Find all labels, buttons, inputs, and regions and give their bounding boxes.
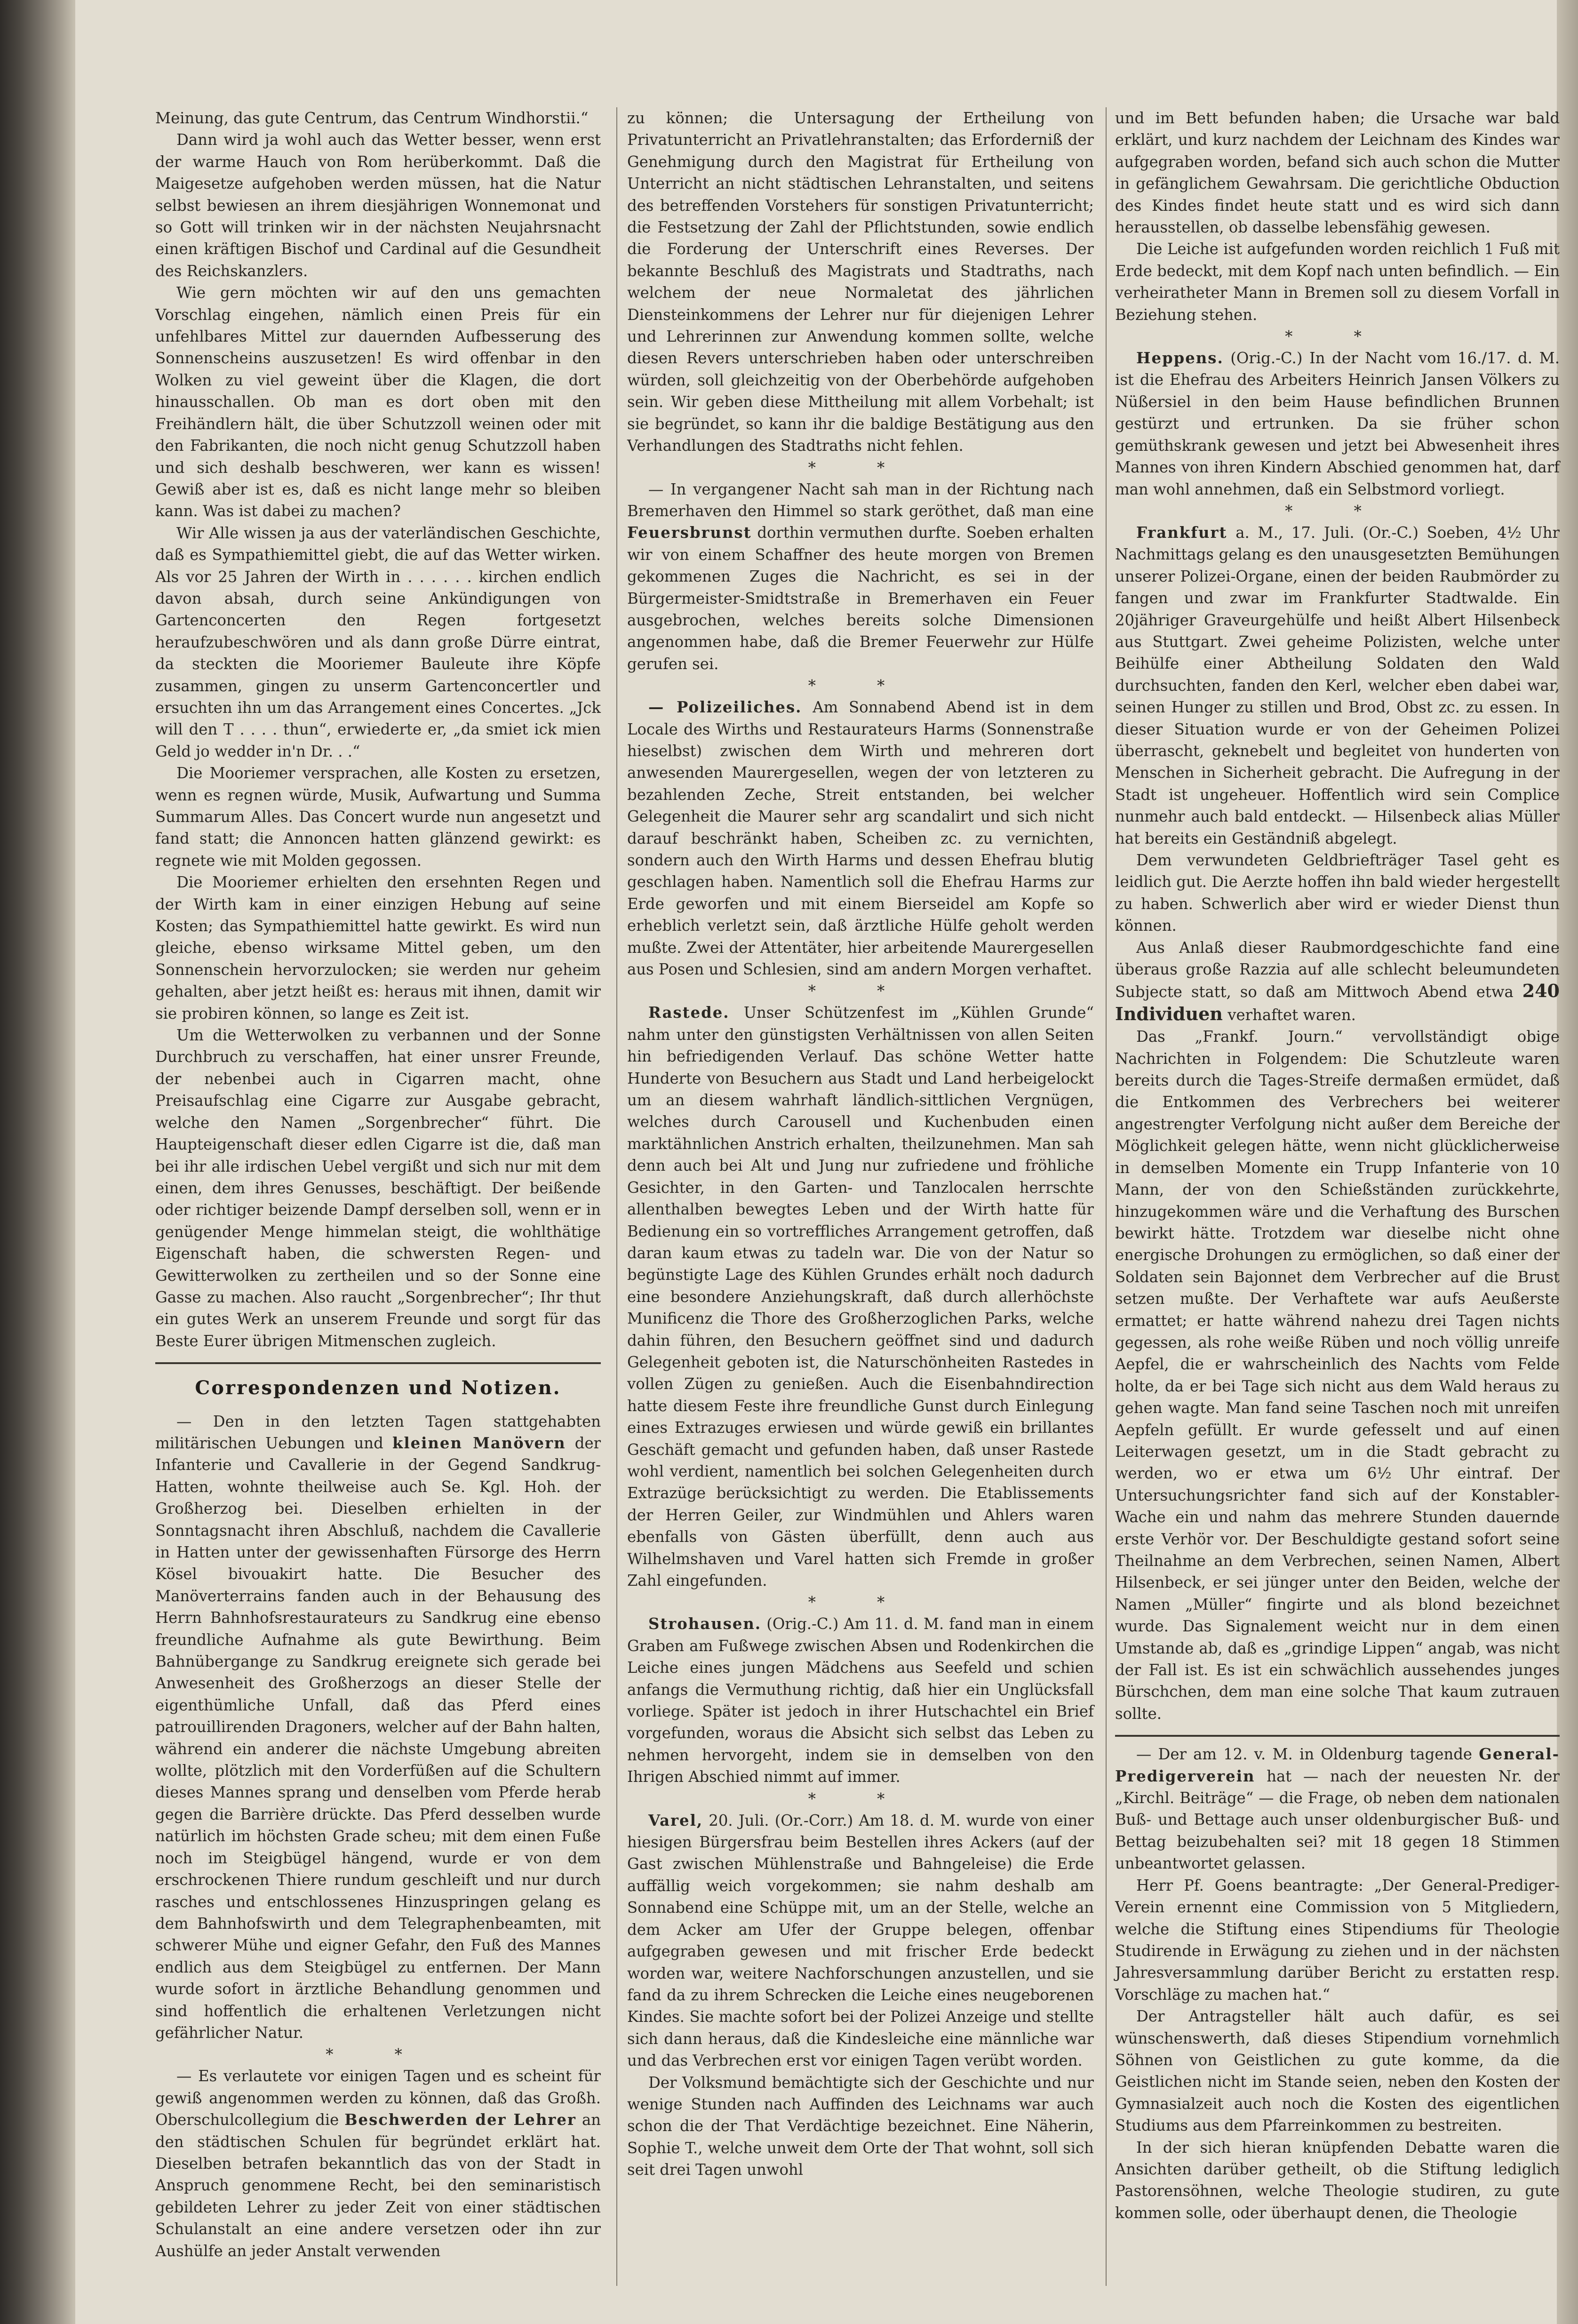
section-heading: Correspondenzen und Notizen. — [195, 1377, 561, 1399]
text: (Orig.-C.) Am 11. d. M. fand man in einem Graben am Fußwege zwischen Absen und Rodenkirchen die Leiche eines jungen Mädchens aus Seefeld und schien anfangs die Vermuthung richtig, daß hier ein Unglücksfall vorliege. Später ist jedoch in ihrer Hutschachtel ein Brief vorgefunden, woraus die Absicht sich selbst das Leben zu nehmen hervorgeht, indem sie in demselben von den Ihrigen Abschied nimmt auf immer. — [627, 1615, 1094, 1786]
article-separator: * * — [1285, 327, 1390, 346]
paragraph: Die Mooriemer versprachen, alle Kosten zu ersetzen, wenn es regnen würde, Musik, Aufwartung und Summa Summarum Alles. Das Concert wurde nun angesetzt und fand statt; die Annoncen hatten glänzend gewirkt: es regnete wie mit Molden gegossen. — [155, 764, 601, 870]
paragraph: zu können; die Untersagung der Ertheilung von Privatunterricht an Privatlehranstalten; das Erforderniß der Genehmigung durch den Magistrat für Ertheilung von Unterricht an nicht städtischen Lehranstalten, und seitens des betreffenden Vorstehers für sonstigen Privatunterricht; die Festsetzung der Zahl der Pflichtstunden, sowie endlich die Forderung der Unterschrift eines Reverses. Der bekannte Beschluß des Magistrats und Stadtraths, nach welchem der neue Normaletat des jährlichen Diensteinkommens der Lehrer nur für diejenigen Lehrer und Lehrerinnen zur Anwendung kommen sollte, welche diesen Revers unterschrieben haben oder unterschreiben würden, soll gleichzeitig von der Oberbehörde aufgehoben sein. Wir geben diese Mittheilung mit allem Vorbehalt; ist sie begründet, so kann ihr die baldige Bestätigung aus den Verhandlungen des Stadtraths nicht fehlen. — [627, 109, 1094, 455]
bold-keyword: 240 Individuen — [1115, 980, 1560, 1024]
text: dorthin vermuthen durfte. Soeben erhalten wir von einem Schaffner des heute morgen von Bremen gekommenen Zuges die Nachricht, es sei in der Bürgermeister-Smidtstraße in Bremerhaven ein Feuer ausgebrochen, welches bereits solche Dimensionen angenommen habe, daß die Bremer Feuerwehr zur Hülfe gerufen sei. — [627, 524, 1094, 673]
article-separator: * * — [808, 1789, 913, 1808]
article-paragraph — [1115, 522, 1560, 849]
article-paragraph — [155, 1411, 601, 2044]
text: Unser Schützenfest im „Kühlen Grunde“ nahm unter den günstigsten Verhältnissen von allen Seiten hin befriedigenden Verlauf. Das schöne Wetter hatte Hunderte von Besuchern aus Stadt und Land herbeigelockt um an diesem wahrhaft ländlich-sittlichen Vergnügen, welches durch Carousell und Kuchenbuden einen marktähnlichen Anstrich erhalten, theilzunehmen. Man sah denn auch bei Alt und Jung nur zufriedene und fröhliche Gesichter, in den Garten- und Tanzlocalen herrschte allenthalben bewegtes Leben und der Wirth hatte für Bedienung ein so vortreffliches Arrangement getroffen, daß daran kaum etwas zu tadeln war. Die von der Natur so begünstigte Lage des Kühlen Grundes erhält noch dadurch eine besondere Anziehungskraft, daß durch allerhöchste Munificenz die Thore des Großherzoglichen Parks, welche dahin führen, den Besuchern geöffnet sind und dadurch Gelegenheit geboten ist, die Naturschönheiten Rastedes in vollen Zügen zu genießen. Auch die Eisenbahndirection hatte diesem Feste ihre freundliche Gunst durch Einlegung eines Extrazuges erwiesen und würde gewiß ein brillantes Geschäft gemacht und gefunden haben, daß unser Rastede wohl verdient, namentlich bei solchen Gelegenheiten durch Extrazüge berücksichtigt zu werden. Die Etablissements der Herren Geiler, zur Windmühlen und Ahlers waren ebenfalls von Gästen überfüllt, denn auch aus Wilhelmshaven und Varel hatten sich Fremde in großer Zahl eingefunden. — [627, 1004, 1094, 1589]
paragraph: Wie gern möchten wir auf den uns gemachten Vorschlag eingehen, nämlich einen Preis für ein unfehlbares Mittel zur dauernden Aufbesserung des Sonnenscheins auszusetzen! Es wird offenbar in den Wolken zu viel geweint über die Klagen, die dort hinausschallen. Ob man es dort oben mit den Freihändlern hält, die über Schutzzoll weinen oder mit den Fabrikanten, die noch nicht genug Schutzzoll haben und sich deshalb beschweren, wer kann es wissen! Gewiß aber ist es, daß es nicht lange mehr so bleiben kann. Was ist dabei zu machen? — [155, 284, 601, 520]
text: an den städtischen Schulen für begründet erklärt hat. Dieselben betrafen bekanntlich das von der Stadt in Anspruch genommene Recht, bei den seminaristisch gebildeten Lehrer zu jeder Zeit von einer städtischen Schulanstalt an eine andere versetzen oder ihn zur Aushülfe an jeder Anstalt verwenden — [155, 2111, 601, 2260]
column-right — [1115, 107, 1560, 2224]
paragraph: Der Antragsteller hält auch dafür, es sei wünschenswerth, daß dieses Stipendium vornehmlich Söhnen von Geistlichen zu gute komme, da die Geistlichen nicht im Stande seien, neben den Kosten der Gymnasialzeit auch noch die Kosten des eigentlichen Studiums aus dem Pfarreinkommen zu bestreiten. — [1115, 2007, 1560, 2135]
article-paragraph — [1115, 347, 1560, 500]
text: — Der am 12. v. M. in Oldenburg tagende — [1136, 1745, 1473, 1764]
paragraph: Dann wird ja wohl auch das Wetter besser, wenn erst der warme Hauch von Rom herüberkommt. Daß die Maigesetze aufgehoben werden müssen, hat die Natur selbst bewiesen an ihrem diesjährigen Wonnemonat und so Gott will trinken wir in der nächsten Neujahrsnacht einen kräftigen Bischof und Cardinal auf die Gesundheit des Reichskanzlers. — [155, 131, 601, 280]
text: — Es verlautete vor einigen Tagen und es scheint für gewiß angenommen werden zu können, daß das Großh. Oberschulcollegium die — [155, 2067, 601, 2129]
article-paragraph — [627, 1613, 1094, 1788]
page-edge — [1557, 0, 1578, 2324]
book-binding-shadow — [0, 0, 82, 2324]
paragraph: und im Bett befunden haben; die Ursache war bald erklärt, und kurz nachdem der Leichnam des Kindes war aufgegraben worden, befand sich auch schon die Mutter in gefänglichem Gewahrsam. Die gerichtliche Obduction des Kindes findet heute statt und es wird sich dann herausstellen, ob dasselbe lebensfähig gewesen. — [1115, 109, 1560, 237]
text: 20. Juli. (Or.-Corr.) Am 18. d. M. wurde von einer hiesigen Bürgersfrau beim Bestellen ihres Ackers (auf der Gast zwischen Mühlenstraße und Bahngeleise) die Erde auffällig weich vorgekommen; sie nahm deshalb am Sonnabend eine Schüppe mit, um an der Stelle, welche an dem Acker am Ufer der Gruppe belegen, offenbar aufgegraben gewesen und mit frischer Erde bedeckt worden war, weitere Nachforschungen anzustellen, und sie fand da zu ihrem Schrecken die Leiche eines neugeborenen Kindes. Sie machte sofort bei der Polizei Anzeige und stellte sich dann heraus, daß die Kindesleiche eine männliche war und das Verbrechen erst vor einigen Tagen verübt worden. — [627, 1811, 1094, 2070]
text: hat — nach der neuesten Nr. der „Kirchl. Beiträge“ — die Frage, ob neben dem nationalen Buß- und Bettage auch unser oldenburgischer Buß- und Bettag beizubehalten sei? mit 18 gegen 18 Stimmen unbeantwortet gelassen. — [1115, 1767, 1560, 1873]
place-heading: Frankfurt — [1136, 523, 1227, 542]
column-left — [155, 107, 601, 2262]
column-divider — [1106, 107, 1107, 2286]
text: a. M., 17. Juli. (Or.-C.) Soeben, 4½ Uhr Nachmittags gelang es den unausgesetzten Bemühungen unserer Polizei-Organe, einen der beiden Raubmörder zu fangen und zwar im Frankfurter Stadtwalde. Ein 20jähriger Graveurgehülfe und heißt Albert Hilsenbeck aus Stuttgart. Zwei geheime Polizisten, welche unter Beihülfe einer Abtheilung Soldaten den Wald durchsuchten, fanden den Kerl, welcher eben dabei war, seinen Hunger zu stillen und Brod, Obst zc. zu essen. In dieser Situation wurde er von der Geheimen Polizei überrascht, geknebelt und begleitet von hunderten von Menschen in Sicherheit gebracht. Die Aufregung in der Stadt ist ungeheuer. Hoffentlich wird sein Complice nunmehr auch bald entdeckt. — Hilsenbeck alias Müller hat bereits ein Geständniß abgelegt. — [1115, 523, 1560, 847]
paragraph: Dem verwundeten Geldbriefträger Tasel geht es leidlich gut. Die Aerzte hoffen ihn bald wieder hergestellt zu haben. Schwerlich aber wird er wieder Dienst thun können. — [1115, 851, 1560, 935]
place-heading: Rastede. — [648, 1004, 730, 1022]
article-paragraph — [627, 1002, 1094, 1591]
bold-keyword: General-Predigerverein — [1115, 1745, 1560, 1785]
bold-keyword: — Polizeiliches. — [648, 698, 802, 717]
article-paragraph — [155, 2065, 601, 2262]
text: — Den in den letzten Tagen stattgehabten militärischen Uebungen und — [155, 1412, 601, 1452]
paragraph: Die Mooriemer erhielten den ersehnten Regen und der Wirth kam in einer einzigen Hebung auf seine Kosten; das Sympathiemittel hatte gewirkt. Es wird nun gleiche, ebenso wirksame Mittel geben, um den Sonnenschein hervorzulocken; sie werden nur geheim gehalten, aber jetzt heißt es: heraus mit ihnen, damit wir sie probiren können, so lange es Zeit ist. — [155, 873, 601, 1022]
bold-keyword: Feuersbrunst — [627, 524, 752, 542]
article-separator: * * — [326, 2045, 430, 2064]
text: Aus Anlaß dieser Raubmordgeschichte fand eine überaus große Razzia auf alle schlecht beleumundeten Subjecte statt, so daß am Mittwoch Abend etwa — [1115, 938, 1560, 1001]
paragraph: Wir Alle wissen ja aus der vaterländischen Geschichte, daß es Sympathiemittel giebt, die auf das Wetter wirken. Als vor 25 Jahren der Wirth in . . . . . . kirchen endlich davon absah, durch seine Ankündigungen von Gartenconcerten den Regen fortgesetzt heraufzubeschwören und als dann große Dürre eintrat, da steckten die Mooriemer Bauleute ihre Köpfe zusammen, gingen zu unserm Gartenconcertler und ersuchten ihn um das Arrangement eines Concertes. „Jck will den T . . . . thun“, erwiederte er, „da smiet ick mien Geld jo wedder in'n Dr. . .“ — [155, 524, 601, 760]
bold-keyword: Beschwerden der Lehrer — [344, 2111, 576, 2129]
article-separator: * * — [808, 982, 913, 1000]
column-divider — [616, 107, 617, 2286]
paragraph: In der sich hieran knüpfenden Debatte waren die Ansichten darüber getheilt, ob die Stiftung lediglich Pastorensöhnen, welche Theologie studiren, zu gute kommen solle, oder überhaupt denen, die Theologie — [1115, 2138, 1560, 2222]
paragraph: Meinung, das gute Centrum, das Centrum Windhorstii.“ — [155, 109, 589, 127]
article-paragraph — [1115, 937, 1560, 1026]
text: der Infanterie und Cavallerie in der Gegend Sandkrug-Hatten, wohnte theilweise auch Se. Kgl. Hoh. der Großherzog bei. Dieselben erhielten in der Sonntagsnacht ihren Abschluß, nachdem die Cavallerie in Hatten unter der gewissenhaften Fürsorge des Herrn Kösel bivouakirt hatte. Die Besucher des Manöverterrains fanden auch in der Behausung des Herrn Bahnhofsrestaurateurs zu Sandkrug eine ebenso freundliche Aufnahme als gute Bewirthung. Beim Bahnübergange zu Sandkrug ereignete sich gerade bei Anwesenheit des Großherzogs an dieser Stelle der eigenthümliche Unfall, daß das Pferd eines patrouillirenden Dragoners, welcher auf der Bahn halten, während ein anderer die nächste Umgebung abreiten wollte, plötzlich mit den Vorderfüßen auf die Schultern dieses Mannes sprang und denselben vom Pferde herab gegen die Barrière drückte. Das Pferd desselben wurde natürlich im höchsten Grade scheu; mit dem einen Fuße noch im Steigbügel hängend, wurde er von dem erschrockenen Thiere rundum geschleift und nur durch rasches und entschlossenes Hinzuspringen gelang es dem Bahnhofswirth und dem Telegraphenbeamten, mit schwerer Mühe und eigner Gefahr, den Fuß des Mannes endlich aus dem Steigbügel zu entfernen. Der Mann wurde sofort in ärztliche Behandlung genommen und sind hoffentlich die erhaltenen Verletzungen nicht gefährlicher Natur. — [155, 1434, 601, 2042]
text: verhaftet waren. — [1227, 1006, 1356, 1024]
paragraph: Um die Wetterwolken zu verbannen und der Sonne Durchbruch zu verschaffen, hat einer unsrer Freunde, der nebenbei auch in Cigarren macht, ohne Preisaufschlag eine Cigarre zur Ausgabe gebracht, welche den Namen „Sorgenbrecher“ führt. Die Haupteigenschaft dieser edlen Cigarre ist die, daß man bei ihr alle irdischen Uebel vergißt und sich nur mit dem einen, dem ihres Genusses, beschäftigt. Der beißende oder richtiger beizende Dampf derselben soll, wenn er in genügender Menge himmelan steigt, die wohlthätige Eigenschaft haben, die schwersten Regen- und Gewitterwolken zu zertheilen und so der Sonne eine Gasse zu machen. Also raucht „Sorgenbrecher“; Ihr thut ein gutes Werk an unserem Freunde und sorgt für das Beste Eurer übrigen Mitmenschen zugleich. — [155, 1026, 601, 1350]
article-separator: * * — [808, 1593, 913, 1612]
place-heading: Heppens. — [1136, 349, 1224, 367]
paragraph: Der Volksmund bemächtigte sich der Geschichte und nur wenige Stunden nach Auffinden des Leichnams war auch schon die der That Verdächtige bezeichnet. Eine Näherin, Sophie T., welche unweit dem Orte der That wohnt, soll sich seit drei Tagen unwohl — [627, 2073, 1094, 2179]
text: (Orig.-C.) In der Nacht vom 16./17. d. M. ist die Ehefrau des Arbeiters Heinrich Jansen Völkers zu Nüßersiel in den beim Hause befindlichen Brunnen gestürzt und ertrunken. Da sie früher schon gemüthskrank gewesen und jetzt bei Abwesenheit ihres Mannes von ihren Kindern Abschied genommen hat, darf man wohl annehmen, daß ein Selbstmord vorliegt. — [1115, 349, 1560, 498]
section-rule — [155, 1362, 601, 1364]
article-paragraph — [627, 479, 1094, 675]
place-heading: Varel, — [648, 1811, 703, 1829]
article-paragraph — [627, 1810, 1094, 2072]
bold-keyword: kleinen Manövern — [392, 1434, 566, 1452]
text: Am Sonnabend Abend ist in dem Locale des Wirths und Restaurateurs Harms (Sonnenstraße hieselbst) zwischen dem Wirth und mehreren dort anwesenden Maurergesellen, wegen der von letzteren zu bezahlenden Zeche, Streit entstanden, bei welcher Gelegenheit die Maurer sehr arg scandalirt und sich nicht darauf beschränkt haben, Scheiben zc. zu vernichten, sondern auch den Wirth Harms und dessen Ehefrau blutig geschlagen haben. Namentlich soll die Ehefrau Harms zur Erde geworfen und mit einem Bierseidel am Kopfe so erheblich verletzt sein, daß ärztliche Hülfe geholt werden mußte. Zwei der Attentäter, hier arbeitende Maurergesellen aus Posen und Schlesien, sind am andern Morgen verhaftet. — [627, 698, 1094, 979]
article-paragraph — [627, 696, 1094, 980]
article-separator: * * — [1285, 502, 1390, 520]
article-separator: * * — [808, 677, 913, 695]
article-separator: * * — [808, 458, 913, 477]
paragraph: Die Leiche ist aufgefunden worden reichlich 1 Fuß mit Erde bedeckt, mit dem Kopf nach unten befindlich. — Ein verheiratheter Mann in Bremen soll zu diesem Vorfall in Beziehung stehen. — [1115, 240, 1560, 324]
article-paragraph — [1115, 1743, 1560, 1874]
column-middle — [627, 107, 1094, 2181]
paragraph: Herr Pf. Goens beantragte: „Der General-Prediger-Verein ernennt eine Commission von 5 Mitgliedern, welche die Stiftung eines Stipendiums für Theologie Studirende in Erwägung zu ziehen und in der nächsten Jahresversammlung darüber Bericht zu erstatten resp. Vorschläge zu machen hat.“ — [1115, 1876, 1560, 2004]
paragraph: Das „Frankf. Journ.“ vervollständigt obige Nachrichten in Folgendem: Die Schutzleute waren bereits durch die Tages-Streife dermaßen ermüdet, daß die Entkommen des Verbrechers bei weiterer angestrengter Verfolgung nicht außer dem Bereiche der Möglichkeit gelegen hätte, wenn nicht glücklicherweise in demselben Momente ein Trupp Infanterie von 10 Mann, der von den Schießständen zurückkehrte, hinzugekommen wäre und die Verhaftung des Burschen bewirkt hätte. Trotzdem war dieselbe nicht ohne energische Drohungen zu ermöglichen, so daß einer der Soldaten sein Bajonnet dem Verbrecher auf die Brust setzen mußte. Der Verhaftete war aufs Aeußerste ermattet; er hatte während nahezu drei Tagen nichts gegessen, als rohe weiße Rüben und noch völlig unreife Aepfel, die er wahrscheinlich des Nachts vom Felde holte, da er bei Tage sich nicht aus dem Wald heraus zu gehen wagte. Man fand seine Taschen noch mit unreifen Aepfeln gefüllt. Er wurde gefesselt und auf einen Leiterwagen gesetzt, um in die Stadt gebracht zu werden, wo er etwa um 6½ Uhr eintraf. Der Untersuchungsrichter fand sich auf der Konstabler-Wache ein und nahm das mehrere Stunden dauernde erste Verhör vor. Der Beschuldigte gestand sofort seine Theilnahme an dem Verbrechen, seinen Namen, Albert Hilsenbeck, er sei jünger unter den Beiden, welche der Namen „Müller“ fingirte und als blond bezeichnet wurde. Das Signalement weicht nur in dem einen Umstande ab, daß es „grindige Lippen“ angab, was nicht der Fall ist. Es ist ein schwächlich aussehendes junges Bürschchen, dem man eine solche That kaum zutrauen sollte. — [1115, 1028, 1560, 1723]
place-heading: Strohausen. — [648, 1615, 762, 1633]
text: — In vergangener Nacht sah man in der Richtung nach Bremerhaven den Himmel so stark geröthet, daß man eine — [627, 480, 1094, 520]
section-rule — [1115, 1735, 1560, 1737]
